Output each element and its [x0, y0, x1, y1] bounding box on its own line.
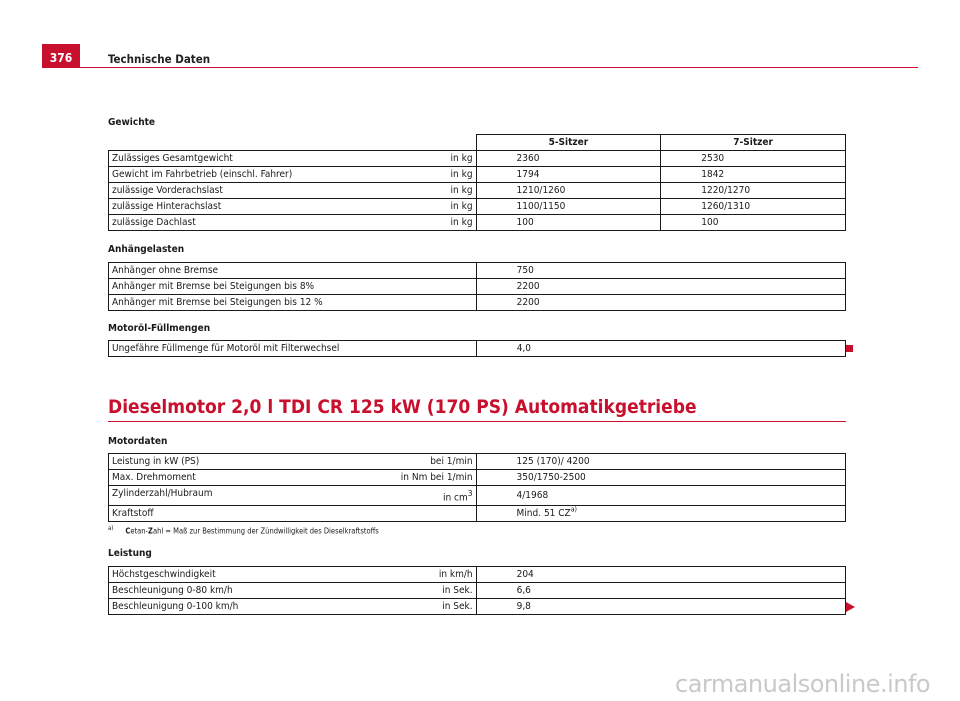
- row-unit: in Sek.: [442, 601, 473, 612]
- footnote-bold-z: Z: [148, 526, 153, 536]
- row-label: Beschleunigung 0-80 km/h: [112, 585, 233, 596]
- footnote-c-rest: etan-: [130, 526, 149, 536]
- row-label-cell: [109, 583, 477, 599]
- value-5-sitzer: 2360: [476, 151, 661, 167]
- row-unit: [443, 486, 473, 505]
- section-label-leistung: Leistung: [108, 548, 152, 559]
- row-value: 2200: [476, 295, 845, 311]
- row-label-cell: [109, 506, 477, 522]
- section-label-anhaengelasten: Anhängelasten: [108, 244, 185, 255]
- row-value: 750: [476, 263, 845, 279]
- section-label-gewichte: Gewichte: [108, 117, 156, 128]
- table-row: [109, 263, 846, 279]
- row-label-cell: [109, 215, 477, 231]
- row-unit: bei 1/min: [430, 456, 473, 467]
- row-label: Ungefähre Füllmenge für Motoröl mit Filterwechsel: [109, 341, 477, 357]
- row-unit: in kg: [450, 185, 473, 196]
- page-header: [42, 44, 918, 68]
- section-label-motoroel: Motoröl-Füllmengen: [108, 323, 211, 334]
- footnote: [108, 525, 379, 536]
- row-label: Max. Drehmoment: [112, 472, 196, 483]
- table-row: [109, 295, 846, 311]
- row-label: Zylinderzahl/Hubraum: [112, 488, 213, 499]
- section-label-motordaten: Motordaten: [108, 436, 168, 447]
- row-value: 125 (170)/ 4200: [476, 454, 845, 470]
- row-value-cell: [476, 506, 845, 522]
- table-row: [109, 567, 846, 583]
- row-label: Beschleunigung 0-100 km/h: [112, 601, 239, 612]
- row-label-cell: [109, 470, 477, 486]
- table-row: [109, 486, 846, 506]
- table-row: [109, 454, 846, 470]
- value-5-sitzer: 100: [476, 215, 661, 231]
- row-value: 350/1750-2500: [476, 470, 845, 486]
- row-value: 4/1968: [476, 486, 845, 506]
- footnote-marker: a): [108, 525, 114, 532]
- column-header-5-sitzer: 5-Sitzer: [476, 135, 661, 151]
- row-unit: in kg: [450, 201, 473, 212]
- row-label: Gewicht im Fahrbetrieb (einschl. Fahrer): [112, 169, 293, 180]
- table-row: [109, 167, 846, 183]
- table-row: [109, 199, 846, 215]
- next-page-arrow-icon: [846, 602, 855, 612]
- value-5-sitzer: 1100/1150: [476, 199, 661, 215]
- table-row: [109, 215, 846, 231]
- row-label: zulässige Hinterachslast: [112, 201, 222, 212]
- value-7-sitzer: 1220/1270: [661, 183, 846, 199]
- page-title: Technische Daten: [108, 52, 211, 66]
- row-label: Leistung in kW (PS): [112, 456, 200, 467]
- row-value: Mind. 51 CZ: [516, 508, 571, 520]
- header-rule: [80, 67, 918, 68]
- table-row: [109, 279, 846, 295]
- value-7-sitzer: 100: [661, 215, 846, 231]
- row-value: 204: [476, 567, 845, 583]
- row-label: Anhänger mit Bremse bei Steigungen bis 12 %: [109, 295, 477, 311]
- row-label: Anhänger ohne Bremse: [109, 263, 477, 279]
- row-label: Kraftstoff: [112, 508, 154, 520]
- row-label-cell: [109, 567, 477, 583]
- table-header-row: [109, 135, 846, 151]
- table-anhaengelasten: [108, 262, 846, 311]
- table-row: [109, 151, 846, 167]
- row-label-cell: [109, 454, 477, 470]
- row-unit: in kg: [450, 217, 473, 228]
- value-5-sitzer: 1210/1260: [476, 183, 661, 199]
- row-label-cell: [109, 486, 477, 506]
- row-label: Zulässiges Gesamtgewicht: [112, 153, 233, 164]
- table-leistung: [108, 566, 846, 615]
- table-row: [109, 506, 846, 522]
- table-row: [109, 599, 846, 615]
- row-value: 4,0: [476, 341, 845, 357]
- value-7-sitzer: 1260/1310: [661, 199, 846, 215]
- row-unit: in kg: [450, 169, 473, 180]
- watermark: carmanualsonline.info: [675, 670, 931, 698]
- footnote-bold-c: C: [125, 526, 131, 536]
- unit-text: in cm: [442, 492, 468, 504]
- row-label: Anhänger mit Bremse bei Steigungen bis 8%: [109, 279, 477, 295]
- row-label-cell: [109, 183, 477, 199]
- row-label: Höchstgeschwindigkeit: [112, 569, 216, 580]
- row-label-cell: [109, 167, 477, 183]
- footnote-reference: a): [570, 506, 578, 514]
- section-end-marker: [846, 345, 853, 352]
- section-heading-diesel: Dieselmotor 2,0 l TDI CR 125 kW (170 PS) Automatikgetriebe: [108, 396, 697, 418]
- table-row: [109, 583, 846, 599]
- heading-rule: [108, 421, 846, 422]
- value-5-sitzer: 1794: [476, 167, 661, 183]
- table-motordaten: [108, 453, 846, 522]
- table-motoroel: [108, 340, 846, 357]
- table-row: [109, 470, 846, 486]
- column-header-7-sitzer: 7-Sitzer: [661, 135, 846, 151]
- value-7-sitzer: 2530: [661, 151, 846, 167]
- page-number: 376: [42, 44, 80, 68]
- table-row: [109, 183, 846, 199]
- row-unit: in kg: [450, 153, 473, 164]
- row-label: zulässige Dachlast: [112, 217, 196, 228]
- row-unit: in Nm bei 1/min: [400, 472, 473, 483]
- value-7-sitzer: 1842: [661, 167, 846, 183]
- table-row: [109, 341, 846, 357]
- row-value: 2200: [476, 279, 845, 295]
- footnote-text: ahl = Maß zur Bestimmung der Zündwilligkeit des Dieselkraftstoffs: [152, 526, 379, 536]
- row-value: 9,8: [476, 599, 845, 615]
- table-gewichte: [108, 134, 846, 231]
- row-unit: in km/h: [438, 569, 473, 580]
- row-label: zulässige Vorderachslast: [112, 185, 223, 196]
- row-unit: in Sek.: [442, 585, 473, 596]
- row-value: 6,6: [476, 583, 845, 599]
- table-header-blank: [109, 135, 477, 151]
- row-label-cell: [109, 151, 477, 167]
- row-label-cell: [109, 599, 477, 615]
- unit-superscript: 3: [467, 488, 473, 498]
- row-label-cell: [109, 199, 477, 215]
